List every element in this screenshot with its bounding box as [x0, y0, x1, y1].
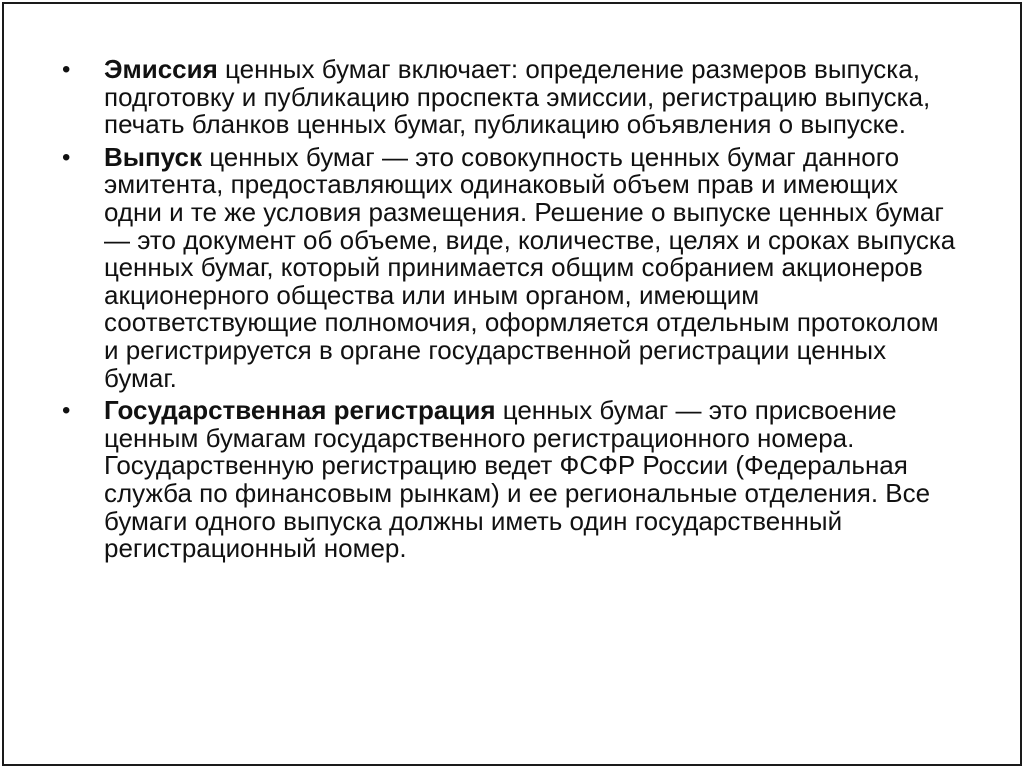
slide-frame	[2, 2, 1022, 766]
term-emission: Эмиссия	[104, 54, 218, 84]
definition-state-registration: ценных бумаг — это присвоение ценным бумагам государственного регистрационного номера. Государственную регистрацию ведет ФСФР России (Федеральная служба по финансовым рынкам) и ее региональные отделения. Все бумаги одного выпуска должны иметь один государственный регистрационный номер.	[104, 395, 931, 564]
definition-emission: ценных бумаг включает: определение размеров выпуска, подготовку и публикацию проспекта эмиссии, регистрацию выпуска, печать бланков ценных бумаг, публикацию объявления о выпуске.	[104, 54, 931, 140]
term-state-registration: Государственная регистрация	[104, 395, 496, 426]
bullet-list	[59, 56, 959, 568]
term-issue: Выпуск	[104, 141, 202, 172]
list-item-issue	[59, 141, 959, 393]
definition-issue: ценных бумаг — это совокупность ценных бумаг данного эмитента, предоставляющих одинаковый объем прав и имеющих одни и те же условия размещения. Решение о выпуске ценных бумаг — это документ об объеме, виде, количестве, целях и сроках выпуска ценных бумаг, который принимается общим собранием акционеров акционерного общества или иным органом, имеющим соответствующие полномочия, оформляется отдельным протоколом и регистрируется в органе государственной регистрации ценных бумаг.	[104, 141, 956, 393]
list-item-emission	[59, 56, 959, 139]
bullet-icon: •	[62, 397, 71, 425]
list-item-state-registration	[59, 397, 959, 563]
bullet-icon: •	[62, 143, 71, 171]
bullet-icon: •	[62, 56, 71, 83]
